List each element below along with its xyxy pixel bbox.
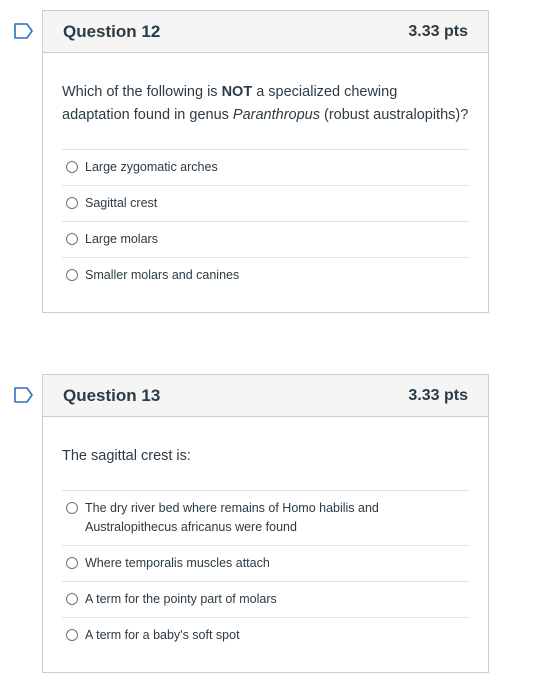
question-text-part: Which of the following is	[62, 84, 222, 100]
radio-button[interactable]	[66, 502, 78, 514]
question-header	[43, 375, 488, 417]
question-header	[43, 11, 488, 53]
answer-label: A term for a baby's soft spot	[85, 628, 240, 642]
radio-button[interactable]	[66, 557, 78, 569]
answer-option[interactable]	[62, 222, 469, 258]
answer-option[interactable]	[62, 150, 469, 186]
question-points: 3.33 pts	[408, 22, 468, 40]
radio-button[interactable]	[66, 161, 78, 173]
question-text-emphasis: NOT	[221, 84, 253, 100]
radio-button[interactable]	[66, 197, 78, 209]
answer-label: Large molars	[85, 232, 158, 246]
answer-option[interactable]	[62, 258, 469, 293]
question-text: The sagittal crest is:	[62, 448, 191, 464]
question-text-part: (robust australopiths)?	[319, 107, 469, 123]
flag-question-12-icon[interactable]	[14, 23, 34, 39]
radio-button[interactable]	[66, 593, 78, 605]
question-body	[43, 417, 488, 653]
question-text	[62, 81, 469, 127]
radio-button[interactable]	[66, 629, 78, 641]
answer-option[interactable]	[62, 618, 469, 653]
question-body	[43, 53, 488, 293]
answer-label: A term for the pointy part of molars	[85, 592, 277, 606]
flag-question-13-icon[interactable]	[14, 387, 34, 403]
answer-option[interactable]	[62, 186, 469, 222]
answer-option[interactable]	[62, 491, 469, 546]
question-title: Question 12	[63, 21, 161, 41]
answer-label: The dry river bed where remains of Homo habilis and Australopithecus africanus were found	[85, 501, 379, 534]
answer-label: Smaller molars and canines	[85, 268, 240, 282]
question-title: Question 13	[63, 385, 161, 405]
answer-option[interactable]	[62, 546, 469, 582]
answer-label: Where temporalis muscles attach	[85, 556, 270, 570]
radio-button[interactable]	[66, 269, 78, 281]
answer-label: Large zygomatic arches	[85, 160, 218, 174]
answer-list	[62, 490, 469, 653]
question-points: 3.33 pts	[408, 386, 468, 404]
question-13	[42, 374, 489, 673]
question-text-part: a specialized chewing adaptation found in genus	[62, 84, 398, 123]
question-text-genus: Paranthropus	[232, 107, 320, 123]
answer-list	[62, 149, 469, 293]
question-12	[42, 10, 489, 313]
answer-option[interactable]	[62, 582, 469, 618]
radio-button[interactable]	[66, 233, 78, 245]
answer-label: Sagittal crest	[85, 196, 158, 210]
